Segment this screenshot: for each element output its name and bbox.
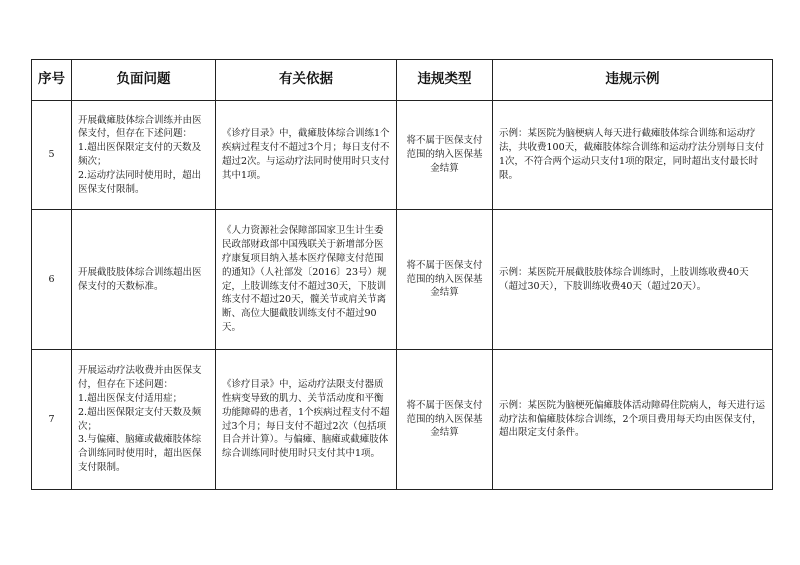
- regulation-table: [31, 59, 773, 490]
- violation-type-cell: 将不属于医保支付范围的纳入医保基金结算: [397, 210, 493, 350]
- header-type: 违规类型: [397, 60, 493, 101]
- problem-line: 开展截瘫肢体综合训练并由医保支付，但存在下述问题：: [78, 114, 202, 140]
- header-no: 序号: [32, 60, 72, 101]
- basis-text: 《诊疗目录》中，截瘫肢体综合训练1个疾病过程支付不超过3个月；每日支付不超过2次。与运动疗法同时使用时只支付其中1项。: [222, 128, 390, 181]
- table-row: [32, 350, 773, 490]
- basis-cell: [216, 101, 397, 210]
- problem-line: 1.超出医保支付适用症；: [78, 392, 183, 404]
- row-number: 6: [32, 210, 72, 350]
- problem-line: 开展截肢肢体综合训练超出医保支付的天数标准。: [78, 266, 202, 292]
- problem-cell: [72, 101, 216, 210]
- violation-type-cell: 将不属于医保支付范围的纳入医保基金结算: [397, 101, 493, 210]
- problem-line: 开展运动疗法收费并由医保支付，但存在下述问题：: [78, 365, 202, 391]
- example-cell: 示例：某医院为脑梗死偏瘫肢体活动障碍住院病人，每天进行运动疗法和偏瘫肢体综合训练，2个项目费用每天均由医保支付，超出限定支付条件。: [493, 350, 773, 490]
- table-row: [32, 210, 773, 350]
- problem-line: 3.与偏瘫、脑瘫或截瘫肢体综合训练同时使用时，超出医保支付限制。: [78, 434, 202, 473]
- example-cell: 示例：某医院为脑梗病人每天进行截瘫肢体综合训练和运动疗法，共收费100天，截瘫肢体综合训练和运动疗法分别每日支付1次，不符合两个运动只支付1项的限定，同时超出支付最长时限。: [493, 101, 773, 210]
- header-row: [32, 60, 773, 101]
- violation-type-cell: 将不属于医保支付范围的纳入医保基金结算: [397, 350, 493, 490]
- basis-text: 《诊疗目录》中，运动疗法限支付器质性病变导致的肌力、关节活动度和平衡功能障碍的患者，1个疾病过程支付不超过3个月；每日支付不超过2次（包括项目合并计算）。与偏瘫、脑瘫或截瘫肢体综合训练同时使用时只支付其中1项。: [222, 379, 390, 460]
- header-basis: 有关依据: [216, 60, 397, 101]
- basis-cell: [216, 210, 397, 350]
- problem-cell: [72, 350, 216, 490]
- problem-line: 2.运动疗法同时使用时，超出医保支付限制。: [78, 169, 202, 195]
- row-number: 5: [32, 101, 72, 210]
- problem-line: 2.超出医保限定支付天数及频次；: [78, 406, 202, 432]
- table-row: [32, 101, 773, 210]
- header-problem: 负面问题: [72, 60, 216, 101]
- problem-line: 1.超出医保限定支付的天数及频次；: [78, 142, 202, 167]
- basis-cell: [216, 350, 397, 490]
- basis-text: 《人力资源社会保障部国家卫生计生委民政部财政部中国残联关于新增部分医疗康复项目纳入基本医疗保障支付范围的通知》（人社部发〔2016〕23号）规定，上肢训练支付不超过30天，下肢训练支付不超过20天，髋关节或肩关节离断、高位大腿截肢训练支付不超过90天。: [222, 225, 387, 333]
- row-number: 7: [32, 350, 72, 490]
- problem-cell: [72, 210, 216, 350]
- example-cell: 示例：某医院开展截肢肢体综合训练时，上肢训练收费40天（超过30天），下肢训练收费40天（超过20天）。: [493, 210, 773, 350]
- header-example: 违规示例: [493, 60, 773, 101]
